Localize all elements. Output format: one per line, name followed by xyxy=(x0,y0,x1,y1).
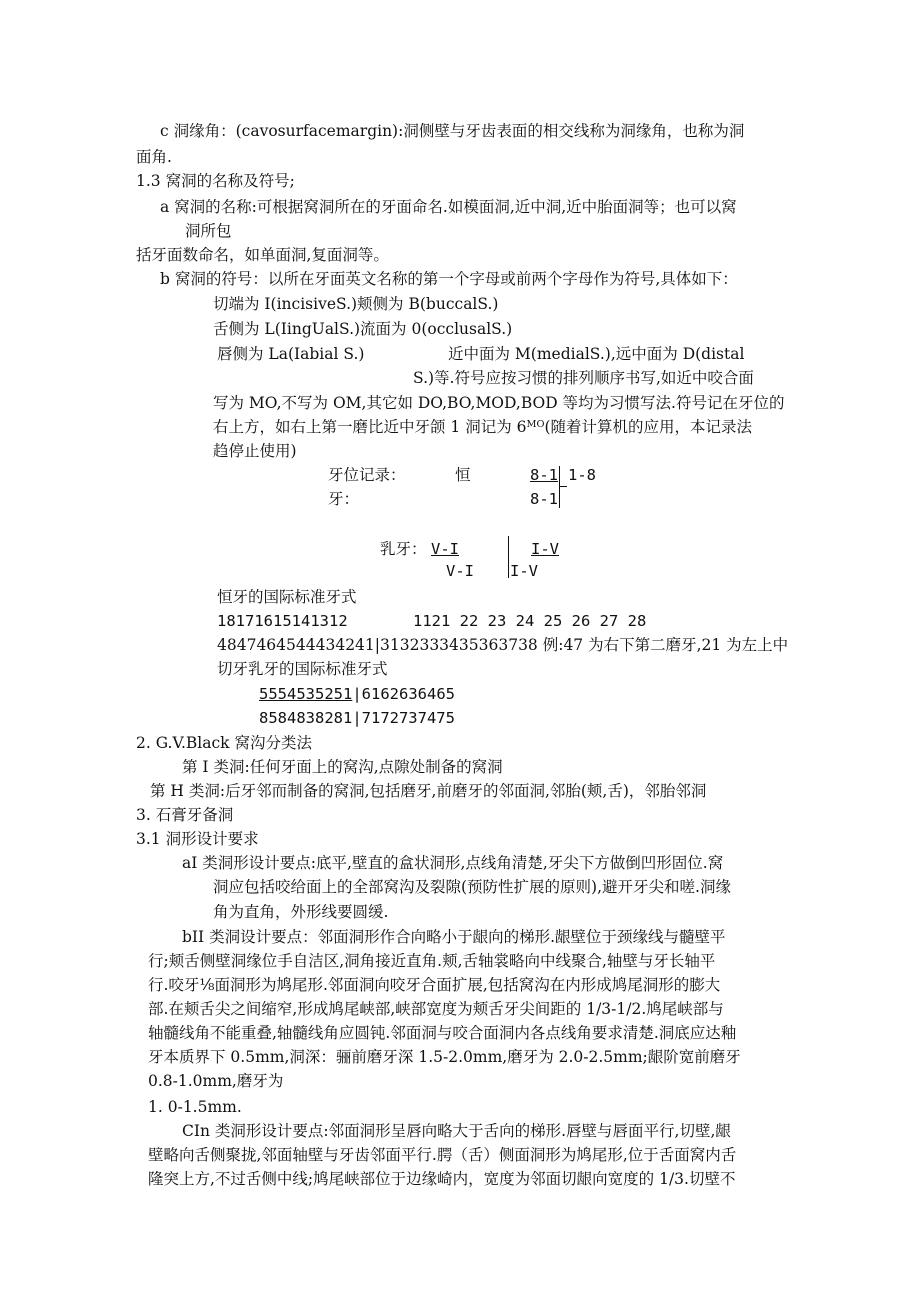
primary-midline-divider xyxy=(508,536,509,578)
intl-perm-upper-left: 1121 22 23 24 25 26 27 28 xyxy=(413,612,647,630)
para-cavosurface-line1: c 洞缘角：(cavosurfacemargin):洞侧壁与牙齿表面的相交线称为洞缘角，也称为洞 xyxy=(160,122,745,140)
intl-primary-upper-right xyxy=(259,683,455,705)
perm-upper-left-quadrant: 1-8 xyxy=(568,466,596,484)
class-ii-design-line8: 1. 0-1.5mm. xyxy=(148,1098,242,1116)
class-ii-design-line1: bII 类洞设计要点：邻面洞形作合向略小于龈向的梯形.龈壁位于颈缘线与髓壁平 xyxy=(182,928,726,946)
intl-primary-title: 切牙乳牙的国际标准牙式 xyxy=(217,660,388,678)
intl-perm-upper-right: 18171615141312 xyxy=(217,612,348,630)
class-iii-design-line2: 壁略向舌侧聚拢,邻面轴壁与牙齿邻面平行.腭（舌）侧面洞形为鸠尾形,位于舌面窝内舌 xyxy=(148,1146,737,1164)
tooth-label: 牙： xyxy=(328,490,360,508)
heading-section-3: 3. 石膏牙备洞 xyxy=(136,806,234,824)
heading-1-3: 1.3 窝洞的名称及符号; xyxy=(136,172,295,190)
class-iii-design-line3: 隆突上方,不过舌侧中线;鸠尾峡部位于边缘崎内，宽度为邻面切龈向宽度的 1/3.切壁不 xyxy=(148,1170,736,1188)
para-symbol-line8: 趋停止使用) xyxy=(213,442,297,460)
primary-lower-left-quadrant: I-V xyxy=(510,562,538,580)
perm-midline-divider xyxy=(559,466,560,508)
class-i-definition: 第 I 类洞:任何牙面上的窝沟,点隙处制备的窝洞 xyxy=(182,758,503,776)
intl-primary-upper-left-digits: |6162636465 xyxy=(352,685,455,703)
class-i-design-line1: aI 类洞形设计要点:底平,壁直的盒状洞形,点线角清楚,牙尖下方做倒凹形固位.窝 xyxy=(182,854,724,872)
para-symbol-line2: 切端为 I(incisiveS.)颊侧为 B(buccalS.) xyxy=(213,295,499,313)
class-ii-design-line2: 行;颊舌侧壁洞缘位手自洁区,洞角接近直角.颊,舌轴裳略向中线聚合,轴壁与牙长轴平 xyxy=(148,952,716,970)
intl-primary-upper-right-digits: 5554535251 xyxy=(259,685,353,703)
para-symbol-line3: 舌侧为 L(IingUalS.)流面为 0(occlusalS.) xyxy=(213,320,513,338)
class-ii-design-line5: 轴髓线角不能重叠,轴髓线角应圆钝.邻面洞与咬合面洞内各点线角要求清楚.洞底应达釉 xyxy=(148,1024,737,1042)
perm-occlusal-divider xyxy=(559,486,567,487)
intl-perm-lower-row: 4847464544434241|3132333435363738 例:47 为右下第二磨牙,21 为左上中 xyxy=(217,636,789,654)
para-naming-line2: 洞所包 xyxy=(185,222,232,240)
para-naming-line1: a 窝洞的名称:可根据窝洞所在的牙面命名.如模面洞,近中洞,近中胎面洞等；也可以窝 xyxy=(160,198,737,216)
class-i-design-line3: 角为直角，外形线要圆缓. xyxy=(213,903,389,921)
perm-lower-right-quadrant: 8-1 xyxy=(530,490,558,508)
primary-upper-left-quadrant: I-V xyxy=(531,540,559,558)
perm-upper-right-quadrant: 8-1 xyxy=(530,466,558,484)
para-naming-line3: 括牙面数命名，如单面洞,复面洞等。 xyxy=(136,246,389,264)
class-ii-design-line6: 牙本质界下 0.5mm,洞深：骊前磨牙深 1.5-2.0mm,磨牙为 2.0-2.5mm;龈阶宽前磨牙 xyxy=(148,1048,741,1066)
primary-teeth-label: 乳牙： xyxy=(380,540,427,558)
para-symbol-line4b: 近中面为 M(medialS.),远中面为 D(distal xyxy=(448,345,745,363)
para-symbol-line7: 右上方，如右上第一磨比近中牙颌 1 洞记为 6ᴹᴼ(随着计算机的应用，本记录法 xyxy=(213,418,753,436)
permanent-label: 恒 xyxy=(455,466,471,484)
class-ii-design-line3: 行.咬牙⅛面洞形为鸠尾形.邻面洞向咬牙合面扩展,包括窝沟在内形成鸠尾洞形的膨大 xyxy=(148,976,721,994)
para-symbol-line4a: 唇侧为 La(Iabial S.) xyxy=(217,345,365,363)
primary-upper-right-quadrant: V-I xyxy=(431,540,459,558)
para-symbol-line1: b 窝洞的符号：以所在牙面英文名称的第一个字母或前两个字母作为符号,具体如下： xyxy=(160,270,738,288)
class-iii-design-line1: CIn 类洞形设计要点:邻面洞形呈唇向略大于舌向的梯形.唇壁与唇面平行,切壁,龈 xyxy=(182,1122,731,1140)
class-ii-design-line7: 0.8-1.0mm,磨牙为 xyxy=(148,1072,284,1090)
primary-lower-right-quadrant: V-I xyxy=(446,562,474,580)
tooth-record-label: 牙位记录： xyxy=(328,466,406,484)
class-ii-definition: 第 H 类洞:后牙邻而制备的窝洞,包括磨牙,前磨牙的邻面洞,邻胎(颊,舌)，邻胎邻洞 xyxy=(150,782,707,800)
para-symbol-line6: 写为 MO,不写为 OM,其它如 DO,BO,MOD,BOD 等均为习惯写法.符号记在牙位的 xyxy=(213,394,785,412)
heading-section-2: 2. G.V.Black 窝沟分类法 xyxy=(136,734,312,752)
class-i-design-line2: 洞应包括咬给面上的全部窝沟及裂隙(预防性扩展的原则),避开牙尖和嗟.洞缘 xyxy=(213,878,731,896)
class-ii-design-line4: 部.在颊舌尖之间缩窄,形成鸠尾峡部,峡部宽度为颊舌牙尖间距的 1/3-1/2.鸠尾峡部与 xyxy=(148,1000,724,1018)
heading-3-1: 3.1 洞形设计要求 xyxy=(136,830,259,848)
para-cavosurface-line2: 面角. xyxy=(136,148,172,166)
intl-notation-title: 恒牙的国际标准牙式 xyxy=(217,588,357,606)
intl-primary-lower-row: 8584838281|7172737475 xyxy=(259,709,455,727)
para-symbol-line5: S.)等.符号应按习惯的排列顺序书写,如近中咬合面 xyxy=(413,369,754,387)
